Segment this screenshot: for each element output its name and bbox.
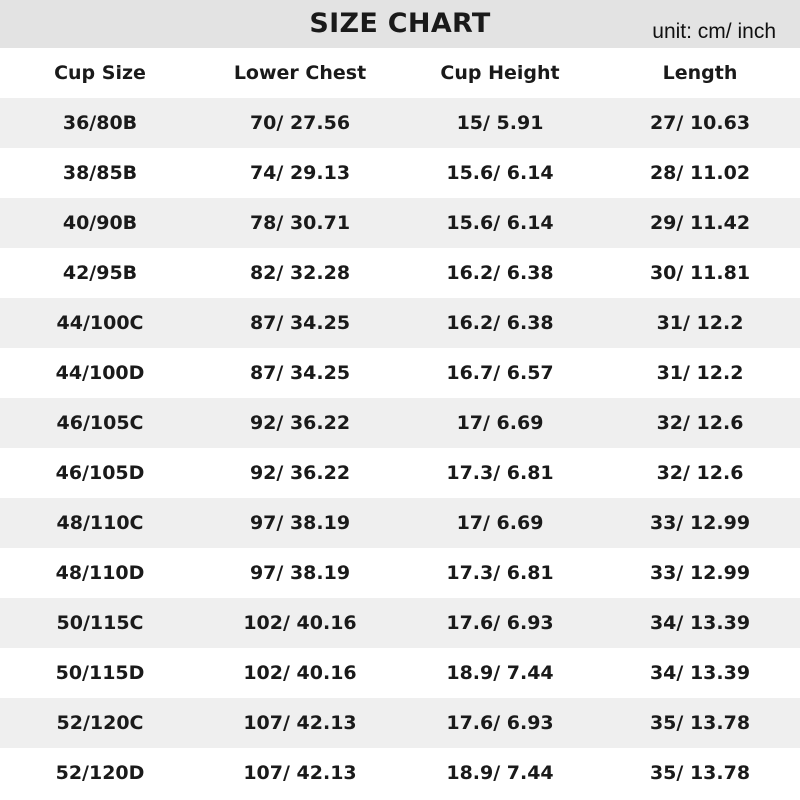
cell-cup-height: 18.9/ 7.44 bbox=[446, 762, 554, 784]
table-row bbox=[0, 348, 800, 398]
cell-cup-height: 15.6/ 6.14 bbox=[446, 162, 554, 184]
header-cup-height: Cup Height bbox=[440, 62, 560, 84]
cell-lower-chest: 74/ 29.13 bbox=[249, 162, 351, 184]
cell-lower-chest: 97/ 38.19 bbox=[249, 562, 351, 584]
cell-cup-size: 52/120C bbox=[56, 712, 144, 734]
cell-cup-height: 17.3/ 6.81 bbox=[446, 462, 554, 484]
table-row bbox=[0, 148, 800, 198]
table-row bbox=[0, 748, 800, 798]
cell-lower-chest: 102/ 40.16 bbox=[243, 612, 357, 634]
cell-cup-height: 16.7/ 6.57 bbox=[446, 362, 554, 384]
cell-length: 31/ 12.2 bbox=[656, 362, 744, 384]
unit-note: unit: cm/ inch bbox=[652, 20, 776, 43]
cell-cup-height: 16.2/ 6.38 bbox=[446, 262, 554, 284]
cell-cup-height: 15.6/ 6.14 bbox=[446, 212, 554, 234]
table-row bbox=[0, 498, 800, 548]
table-row bbox=[0, 198, 800, 248]
cell-length: 31/ 12.2 bbox=[656, 312, 744, 334]
cell-length: 30/ 11.81 bbox=[649, 262, 751, 284]
header-length: Length bbox=[662, 62, 738, 84]
table-row bbox=[0, 248, 800, 298]
cell-lower-chest: 107/ 42.13 bbox=[243, 762, 357, 784]
cell-cup-size: 52/120D bbox=[55, 762, 145, 784]
cell-cup-height: 17.3/ 6.81 bbox=[446, 562, 554, 584]
cell-cup-size: 42/95B bbox=[62, 262, 138, 284]
cell-length: 34/ 13.39 bbox=[649, 662, 751, 684]
cell-lower-chest: 70/ 27.56 bbox=[249, 112, 351, 134]
cell-lower-chest: 82/ 32.28 bbox=[249, 262, 351, 284]
cell-lower-chest: 92/ 36.22 bbox=[249, 462, 351, 484]
page-title: SIZE CHART bbox=[309, 8, 491, 39]
cell-cup-size: 48/110D bbox=[55, 562, 145, 584]
cell-lower-chest: 107/ 42.13 bbox=[243, 712, 357, 734]
cell-length: 35/ 13.78 bbox=[649, 762, 751, 784]
cell-length: 29/ 11.42 bbox=[649, 212, 751, 234]
cell-cup-height: 18.9/ 7.44 bbox=[446, 662, 554, 684]
cell-cup-size: 46/105D bbox=[55, 462, 145, 484]
table-row bbox=[0, 698, 800, 748]
table-row bbox=[0, 598, 800, 648]
header-lower-chest: Lower Chest bbox=[233, 62, 367, 84]
table-row bbox=[0, 648, 800, 698]
cell-length: 33/ 12.99 bbox=[649, 562, 751, 584]
cell-lower-chest: 78/ 30.71 bbox=[249, 212, 351, 234]
table-row bbox=[0, 548, 800, 598]
cell-cup-height: 17.6/ 6.93 bbox=[446, 712, 554, 734]
cell-cup-size: 44/100C bbox=[56, 312, 144, 334]
cell-length: 33/ 12.99 bbox=[649, 512, 751, 534]
cell-lower-chest: 102/ 40.16 bbox=[243, 662, 357, 684]
table-header-row bbox=[0, 48, 800, 98]
cell-cup-size: 38/85B bbox=[62, 162, 138, 184]
table-row bbox=[0, 298, 800, 348]
cell-length: 27/ 10.63 bbox=[649, 112, 751, 134]
cell-length: 32/ 12.6 bbox=[656, 462, 744, 484]
cell-lower-chest: 87/ 34.25 bbox=[249, 312, 351, 334]
cell-cup-size: 46/105C bbox=[56, 412, 144, 434]
size-table bbox=[0, 48, 800, 798]
table-body bbox=[0, 98, 800, 798]
table-row bbox=[0, 398, 800, 448]
cell-length: 34/ 13.39 bbox=[649, 612, 751, 634]
cell-length: 28/ 11.02 bbox=[649, 162, 751, 184]
cell-cup-size: 50/115D bbox=[55, 662, 145, 684]
header-cup-size: Cup Size bbox=[54, 62, 146, 84]
cell-cup-size: 44/100D bbox=[55, 362, 145, 384]
cell-cup-height: 16.2/ 6.38 bbox=[446, 312, 554, 334]
cell-lower-chest: 87/ 34.25 bbox=[249, 362, 351, 384]
cell-cup-size: 40/90B bbox=[62, 212, 138, 234]
cell-length: 35/ 13.78 bbox=[649, 712, 751, 734]
cell-cup-size: 50/115C bbox=[56, 612, 144, 634]
cell-cup-height: 17/ 6.69 bbox=[456, 512, 544, 534]
cell-cup-height: 17.6/ 6.93 bbox=[446, 612, 554, 634]
cell-lower-chest: 97/ 38.19 bbox=[249, 512, 351, 534]
cell-cup-size: 48/110C bbox=[56, 512, 144, 534]
cell-cup-height: 17/ 6.69 bbox=[456, 412, 544, 434]
cell-lower-chest: 92/ 36.22 bbox=[249, 412, 351, 434]
table-row bbox=[0, 448, 800, 498]
cell-cup-height: 15/ 5.91 bbox=[456, 112, 544, 134]
cell-length: 32/ 12.6 bbox=[656, 412, 744, 434]
table-row bbox=[0, 98, 800, 148]
cell-cup-size: 36/80B bbox=[62, 112, 138, 134]
